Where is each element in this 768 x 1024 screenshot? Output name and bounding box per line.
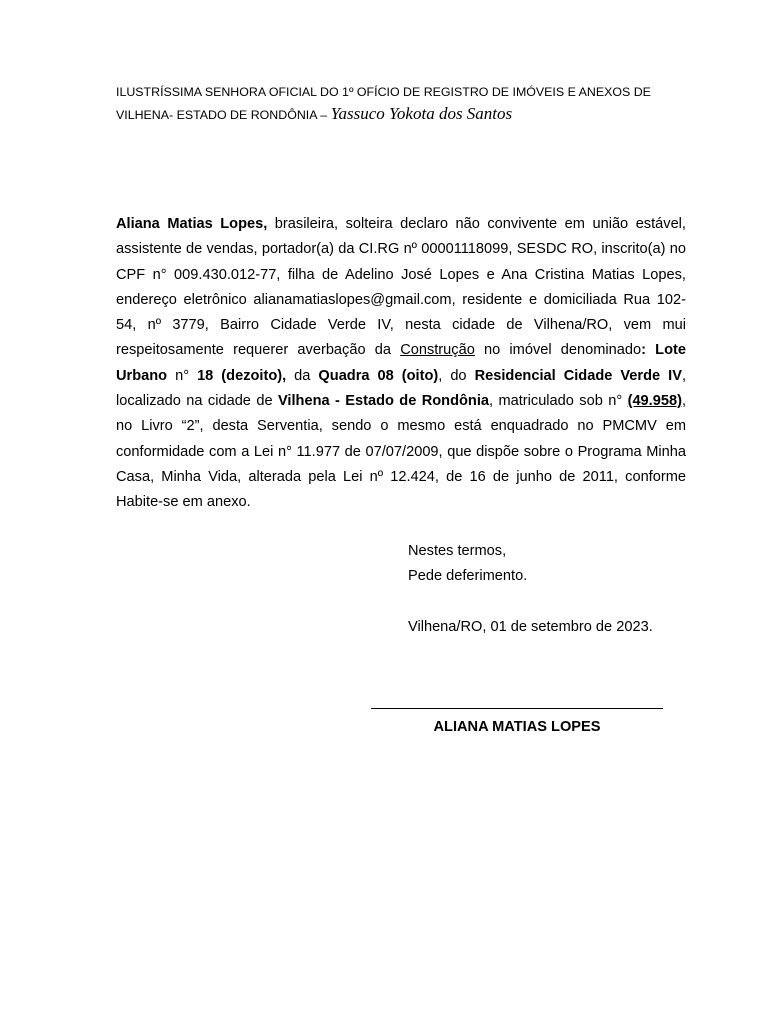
paragraph-text: , matriculado sob n° (489, 393, 628, 410)
paragraph-text: no imóvel denominado (474, 342, 642, 359)
paragraph-text: , localizado na cidade de (116, 367, 686, 410)
registration-number: (49.958) (627, 393, 682, 410)
header-addressee: Yassuco Yokota dos Santos (330, 104, 513, 123)
place-date: Vilhena/RO, 01 de setembro de 2023. (408, 619, 653, 635)
paragraph-text: brasileira, solteira declaro não convivente em união estável, assistente de vendas, portador(a) da CI.RG nº 00001118099, SESDC RO, inscrito(a) no CPF n° 009.430.012-77, filha de Adelino José Lopes e Ana Cristina Matias Lopes, endereço eletrônico alianamatiaslopes@gmail.com, residente e domiciliada Rua 102-54, nº 3779, Bairro Cidade Verde IV, nesta cidade de Vilhena/RO, vem mui respeitosamente requerer averbação da (116, 216, 686, 359)
closing-line-1: Nestes termos, (408, 543, 507, 559)
paragraph-text: , do (438, 367, 475, 384)
residential-name: Residencial Cidade Verde IV (474, 367, 682, 384)
construction-term: Construção (400, 342, 475, 359)
lot-number: 18 (dezoito), (197, 367, 287, 384)
paragraph-text: n° (167, 367, 198, 384)
signer-name: ALIANA MATIAS LOPES (433, 719, 601, 735)
signature-line (371, 708, 663, 709)
closing-line-2: Pede deferimento. (408, 568, 528, 584)
request-paragraph (116, 212, 686, 516)
lot-label: : Lote Urbano (116, 342, 686, 384)
block-number: Quadra 08 (oito) (318, 367, 439, 384)
paragraph-text: , no Livro “2”, desta Serventia, sendo o mesmo está enquadrado no PMCMV em conformidade com a Lei n° 11.977 de 07/07/2009, que dispõe sobre o Programa Minha Casa, Minha Vida, alterada pela Lei nº 12.424, de 16 de junho de 2011, conforme Habite-se em anexo. (116, 393, 686, 511)
paragraph-text: da (286, 367, 319, 384)
city-state: Vilhena - Estado de Rondônia (277, 393, 490, 410)
document-header (116, 82, 696, 126)
header-title: ILUSTRÍSSIMA SENHORA OFICIAL DO 1º OFÍCIO DE REGISTRO DE IMÓVEIS E ANEXOS DE VILHENA- ESTADO DE RONDÔNIA – (116, 85, 651, 122)
requester-name: Aliana Matias Lopes, (116, 216, 268, 232)
